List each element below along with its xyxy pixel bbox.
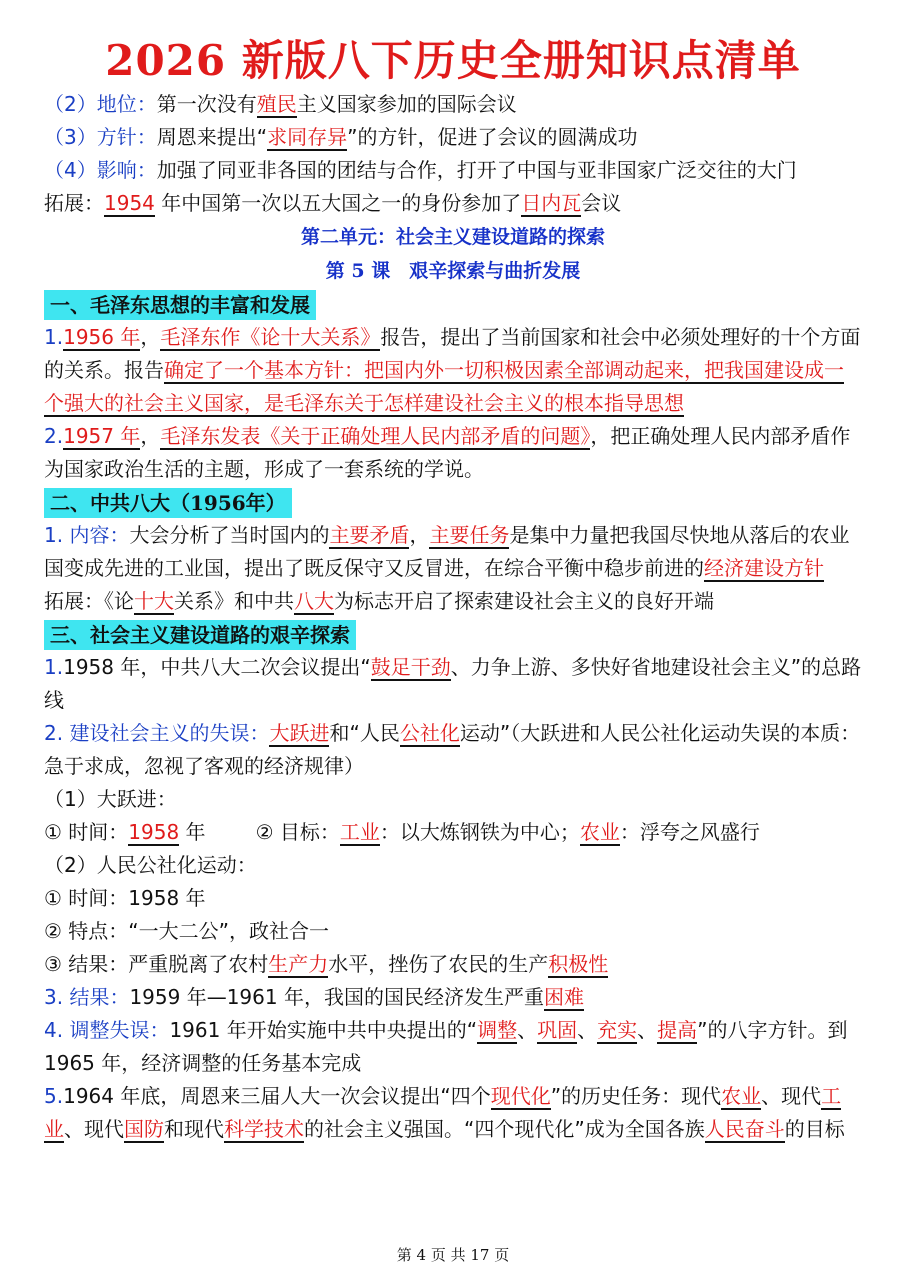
text: 为标志开启了探索建设社会主义的良好开端 bbox=[334, 589, 714, 613]
item-label: 3. 结果： bbox=[44, 985, 130, 1009]
text: ， bbox=[140, 325, 161, 349]
key-term: 八大 bbox=[294, 589, 334, 613]
key-term: 农业 bbox=[721, 1084, 762, 1108]
text: 关系》和中共 bbox=[174, 589, 294, 613]
text-line: ② 特点：“一大二公”，政社合一 bbox=[44, 919, 330, 943]
text-line bbox=[44, 948, 862, 981]
text: 主义国家参加的国际会议 bbox=[296, 92, 517, 116]
key-term: 1958 bbox=[128, 820, 180, 844]
page-title: 2026 新版八下历史全册知识点清单 bbox=[105, 36, 801, 85]
key-term: 主要任务 bbox=[429, 523, 510, 547]
key-term: 现代化 bbox=[490, 1084, 551, 1108]
text: 的社会主义强国。“四个现代化”成为全国各族 bbox=[304, 1117, 705, 1141]
key-term: 农业 bbox=[579, 820, 620, 844]
text: 、 bbox=[517, 1018, 538, 1042]
text: ：浮夸之风盛行 bbox=[619, 820, 760, 844]
text: 会议 bbox=[581, 191, 622, 215]
item-number: 1. bbox=[44, 325, 64, 349]
sub-heading: （1）大跃进： bbox=[44, 787, 177, 811]
text-line bbox=[44, 121, 862, 154]
key-term: 人民奋斗 bbox=[704, 1117, 785, 1141]
key-term: 提高 bbox=[657, 1018, 698, 1042]
text: 、现代 bbox=[64, 1117, 124, 1141]
key-term: 毛泽东发表《关于正确处理人民内部矛盾的问题》 bbox=[160, 424, 591, 448]
paragraph bbox=[44, 651, 862, 717]
key-term: 鼓足干劲 bbox=[370, 655, 451, 679]
lesson-title: 第 5 课 艰辛探索与曲折发展 bbox=[325, 260, 581, 282]
item-label: 2. 建设社会主义的失误： bbox=[44, 721, 270, 745]
text: 拓展：《论 bbox=[44, 589, 134, 613]
section-heading: 一、毛泽东思想的丰富和发展 bbox=[44, 290, 316, 320]
key-term: 工业 bbox=[44, 1084, 842, 1141]
text: 、 bbox=[577, 1018, 598, 1042]
key-term: 求同存异 bbox=[267, 125, 348, 149]
section-heading: 三、社会主义建设道路的艰辛探索 bbox=[44, 620, 356, 650]
text: ③ 结果：严重脱离了农村 bbox=[44, 952, 269, 976]
key-term: 生产力 bbox=[268, 952, 329, 976]
text: 是集中力量把我国尽快地从落后的农业国变成先进的工业国，提出了既反保守又反冒进，在综合平衡中稳步前进的 bbox=[44, 523, 850, 580]
key-term: 殖民 bbox=[256, 92, 297, 116]
key-term: 1954 bbox=[104, 191, 155, 215]
key-term: 十大 bbox=[134, 589, 174, 613]
sub-heading: （2）人民公社化运动： bbox=[44, 853, 257, 877]
text: 加强了同亚非各国的团结与合作，打开了中国与亚非国家广泛交往的大门 bbox=[156, 158, 797, 182]
text: ， bbox=[140, 424, 161, 448]
key-term: 充实 bbox=[597, 1018, 638, 1042]
text-line bbox=[44, 88, 862, 121]
text: 的目标 bbox=[784, 1117, 845, 1141]
text: 、力争上游、多快好省地建设社会主义”的总路线 bbox=[44, 655, 862, 712]
text: 和“人民 bbox=[329, 721, 400, 745]
paragraph bbox=[44, 321, 862, 420]
text: ② 目标： bbox=[255, 820, 340, 844]
item-number: 1. bbox=[44, 655, 64, 679]
text: ① 时间： bbox=[44, 820, 129, 844]
text: ”的历史任务：现代 bbox=[550, 1084, 722, 1108]
text: 报告，提出了当前国家和社会中必须处理好的十个方面的关系。报告 bbox=[44, 325, 861, 382]
text: ：以大炼钢铁为中心； bbox=[379, 820, 580, 844]
text: 周恩来提出“ bbox=[156, 125, 268, 149]
text: 年 bbox=[179, 820, 206, 844]
item-label: （2）地位： bbox=[44, 92, 157, 116]
key-term: 确定了一个基本方针：把国内外一切积极因素全部调动起来，把我国建设成一个强大的社会主义国家，是毛泽东关于怎样建设社会主义的根本指导思想 bbox=[44, 358, 844, 415]
text-line bbox=[44, 187, 862, 220]
item-label: 1. 内容： bbox=[44, 523, 130, 547]
text: 、 bbox=[637, 1018, 658, 1042]
text: 水平，挫伤了农民的生产 bbox=[328, 952, 549, 976]
key-term: 困难 bbox=[543, 985, 584, 1009]
key-term: 积极性 bbox=[548, 952, 609, 976]
unit-title: 第二单元：社会主义建设道路的探索 bbox=[300, 226, 605, 248]
paragraph bbox=[44, 717, 862, 783]
text: 和现代 bbox=[164, 1117, 224, 1141]
text-line bbox=[44, 981, 862, 1014]
text: 拓展： bbox=[44, 191, 104, 215]
text: 1961 年开始实施中共中央提出的“ bbox=[169, 1018, 478, 1042]
key-term: 公社化 bbox=[399, 721, 460, 745]
text-line: ① 时间：1958 年 bbox=[44, 886, 206, 910]
item-number: 2. bbox=[44, 424, 64, 448]
paragraph bbox=[44, 1014, 862, 1080]
text-line bbox=[44, 816, 862, 849]
paragraph bbox=[44, 420, 862, 486]
text: 1964 年底，周恩来三届人大一次会议提出“四个 bbox=[63, 1084, 491, 1108]
key-term: 科学技术 bbox=[224, 1117, 304, 1141]
text: ，把正确处理人民内部矛盾作为国家政治生活的主题，形成了一套系统的学说。 bbox=[44, 424, 851, 481]
key-term: 经济建设方针 bbox=[704, 556, 824, 580]
key-term: 工业 bbox=[339, 820, 380, 844]
text: ”的方针，促进了会议的圆满成功 bbox=[347, 125, 638, 149]
text-line bbox=[44, 585, 862, 618]
text: ”的八字方针。到 1965 年，经济调整的任务基本完成 bbox=[44, 1018, 848, 1075]
item-label: （4）影响： bbox=[44, 158, 157, 182]
key-term: 毛泽东作《论十大关系》 bbox=[160, 325, 381, 349]
paragraph bbox=[44, 519, 862, 585]
text: ， bbox=[409, 523, 430, 547]
text: 1959 年—1961 年，我国的国民经济发生严重 bbox=[129, 985, 544, 1009]
text: 大会分析了当时国内的 bbox=[129, 523, 330, 547]
text: 年中国第一次以五大国之一的身份参加了 bbox=[154, 191, 522, 215]
key-term: 调整 bbox=[477, 1018, 518, 1042]
item-label: （3）方针： bbox=[44, 125, 157, 149]
key-term: 大跃进 bbox=[269, 721, 330, 745]
key-term: 日内瓦 bbox=[521, 191, 582, 215]
page-footer: 第 4 页 共 17 页 bbox=[396, 1246, 510, 1264]
text: 第一次没有 bbox=[156, 92, 257, 116]
key-term: 国防 bbox=[124, 1117, 164, 1141]
key-term: 1957 年 bbox=[63, 424, 141, 448]
key-term: 主要矛盾 bbox=[329, 523, 410, 547]
key-term: 1956 年 bbox=[63, 325, 141, 349]
text-line bbox=[44, 154, 862, 187]
text: 1958 年，中共八大二次会议提出“ bbox=[63, 655, 371, 679]
key-term: 巩固 bbox=[537, 1018, 578, 1042]
item-number: 5. bbox=[44, 1084, 64, 1108]
text: 运动”（大跃进和人民公社化运动失误的本质：急于求成，忽视了客观的经济规律） bbox=[44, 721, 861, 778]
paragraph bbox=[44, 1080, 862, 1146]
item-label: 4. 调整失误： bbox=[44, 1018, 170, 1042]
text: 、现代 bbox=[761, 1084, 822, 1108]
section-heading: 二、中共八大（1956年） bbox=[44, 488, 292, 518]
